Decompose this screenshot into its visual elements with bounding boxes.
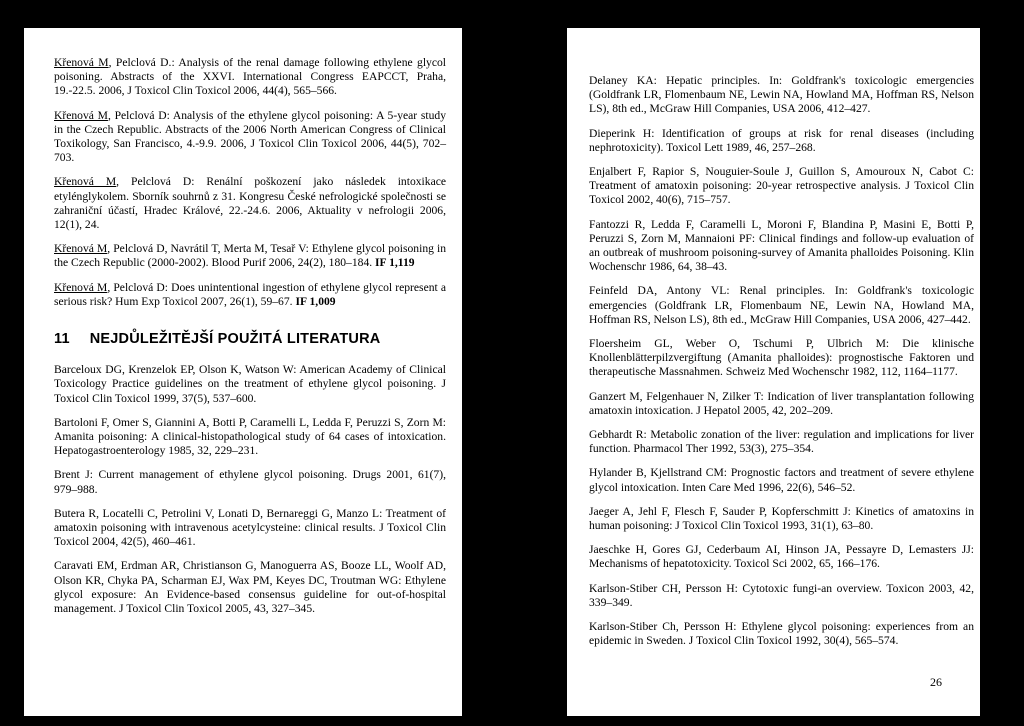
literature-item: Floersheim GL, Weber O, Tschumi P, Ulbrich M: Die klinische Knollenblätterpilzvergiftung (Amanita phalloides): prognostische Faktoren und therapeutische Massnahmen. Schweiz Med Wochenschr 1982, 112, 1164–1177. bbox=[589, 337, 974, 379]
ref-text: , Pelclová D: Renální poškození jako následek intoxikace etylénglykolem. Sborník souhrnů z 31. Kongresu České nefrologické společnosti se zahraniční účastí, Hradec Králové, 22.-24.6. 2006, Aktuality v nefrologii 2006, 12(1), 24. bbox=[54, 175, 447, 232]
own-ref-item bbox=[54, 109, 446, 166]
literature-item: Enjalbert F, Rapior S, Nouguier-Soule J, Guillon S, Amouroux N, Cabot C: Treatment of amatoxin poisoning: 20-year retrospective analysis. J Toxicol Clin Toxicol 2002, 40(6), 715–757. bbox=[589, 165, 974, 207]
literature-item: Jaeger A, Jehl F, Flesch F, Sauder P, Kopferschmitt J: Kinetics of amatoxins in human poisoning: J Toxicol Clin Toxicol 1993, 31(1), 63–80. bbox=[589, 504, 974, 533]
section-number: 11 bbox=[54, 331, 70, 348]
right-column bbox=[589, 74, 974, 659]
page-number: 26 bbox=[930, 674, 942, 689]
ref-text: , Pelclová D, Navrátil T, Merta M, Tesař V: Ethylene glycol poisoning in the Czech Republic (2000-2002). Blood Purif 2006, 24(2), 180–184. bbox=[54, 242, 446, 270]
right-page bbox=[567, 28, 980, 716]
section-title: NEJDŮLEŽITĚJŠÍ POUŽITÁ LITERATURA bbox=[89, 331, 381, 348]
left-page bbox=[24, 28, 462, 716]
left-column bbox=[54, 56, 446, 626]
author-link: Křenová M bbox=[54, 56, 109, 69]
literature-item: Delaney KA: Hepatic principles. In: Goldfrank's toxicologic emergencies (Goldfrank LR, Flomenbaum NE, Lewin NA, Howland MA, Hoffman RS, Nelson LS), 8th ed., McGraw Hill Companies, USA 2006, 412–427. bbox=[589, 74, 974, 116]
literature-item: Jaeschke H, Gores GJ, Cederbaum AI, Hinson JA, Pessayre D, Lemasters JJ: Mechanisms of hepatotoxicity. Toxicol Sci 2002, 65, 166–176. bbox=[589, 543, 974, 571]
ref-text: , Pelclová D.: Analysis of the renal damage following ethylene glycol poisoning. Abstracts of the XXVI. International Congress EAPCCT, Praha, 19.-22.5. 2006, J Toxicol Clin Toxicol 2006, 44(4), 565–566. bbox=[54, 56, 447, 98]
literature-item: Feinfeld DA, Antony VL: Renal principles. In: Goldfrank's toxicologic emergencies (Goldfrank LR, Flomenbaum NE, Lewin NA, Howland MA, Hoffman RS, Nelson LS), 8th ed., McGraw Hill Companies, USA 2006, 427–442. bbox=[589, 284, 974, 326]
ref-text: , Pelclová D: Analysis of the ethylene glycol poisoning: A 5-year study in the Czech Republic. Abstracts of the 2006 North American Congress of Clinical Toxikology, San Francisco, 4.-9.9. 2006, J Toxicol Clin Toxicol 2006, 44(5), 702–703. bbox=[54, 108, 447, 165]
section-heading bbox=[54, 332, 446, 346]
literature-item: Hylander B, Kjellstrand CM: Prognostic factors and treatment of severe ethylene glycol intoxication. Inten Care Med 1996, 22(6), 546–52. bbox=[589, 466, 974, 494]
author-link: Křenová M bbox=[54, 242, 108, 256]
literature-item: Fantozzi R, Ledda F, Caramelli L, Moroni F, Blandina P, Masini E, Botti P, Peruzzi S, Zorn M, Mannaioni PF: Clinical findings and follow-up evaluation of an outbreak of mushroom poisoning-survey of Amanita phalloides Poisoning. Klin Wochenschr 1986, 64, 38–43. bbox=[589, 217, 974, 274]
literature-item: Ganzert M, Felgenhauer N, Zilker T: Indication of liver transplantation following amatoxin intoxication. J Hepatol 2005, 42, 202–209. bbox=[589, 389, 974, 417]
impact-factor: IF 1,009 bbox=[295, 294, 336, 308]
author-link: Křenová M bbox=[54, 108, 108, 122]
own-ref-item bbox=[54, 281, 446, 309]
own-ref-item bbox=[54, 175, 446, 232]
literature-item: Brent J: Current management of ethylene glycol poisoning. Drugs 2001, 61(7), 979–988. bbox=[54, 468, 446, 496]
own-ref-item bbox=[54, 56, 446, 99]
literature-item: Bartoloni F, Omer S, Giannini A, Botti P, Caramelli L, Ledda F, Peruzzi S, Zorn M: Amanita poisoning: A clinical-histopathological study of 64 cases of intoxication. Hepatogastroenterology 1985, 32, 229–231. bbox=[54, 415, 446, 458]
literature-item: Barceloux DG, Krenzelok EP, Olson K, Watson W: American Academy of Clinical Toxicology Practice guidelines on the treatment of ethylene glycol poisoning. J Toxicol Clin Toxicol 1999, 37(5), 537–600. bbox=[54, 363, 446, 405]
literature-item: Butera R, Locatelli C, Petrolini V, Lonati D, Bernareggi G, Manzo L: Treatment of amatoxin poisoning with intravenous acetylcysteine: clinical results. J Toxicol Clin Toxicol 2004, 42(5), 460–461. bbox=[54, 506, 446, 549]
impact-factor: IF 1,119 bbox=[375, 256, 415, 270]
literature-item: Gebhardt R: Metabolic zonation of the liver: regulation and implications for liver function. Pharmacol Ther 1992, 53(3), 275–354. bbox=[589, 428, 974, 456]
own-ref-item bbox=[54, 242, 446, 270]
author-link: Křenová M bbox=[54, 175, 117, 189]
ref-text: , Pelclová D: Does unintentional ingestion of ethylene glycol represent a serious risk? Hum Exp Toxicol 2007, 26(1), 59–67. bbox=[54, 280, 446, 308]
literature-item: Karlson-Stiber Ch, Persson H: Ethylene glycol poisoning: experiences from an epidemic in Sweden. J Toxicol Clin Toxicol 1992, 30(4), 565–574. bbox=[589, 620, 974, 648]
literature-item: Caravati EM, Erdman AR, Christianson G, Manoguerra AS, Booze LL, Woolf AD, Olson KR, Chyka PA, Scharman EJ, Wax PM, Keyes DC, Troutman WG: Ethylene glycol exposure: An Evidence-based consensus guideline for out-of-hospital management. J Toxicol Clin Toxicol 2005, 43, 327–345. bbox=[54, 559, 446, 616]
literature-item: Dieperink H: Identification of groups at risk for renal diseases (including nephrotoxicity). Toxicol Lett 1989, 46, 257–268. bbox=[589, 126, 974, 154]
literature-item: Karlson-Stiber CH, Persson H: Cytotoxic fungi-an overview. Toxicon 2003, 42, 339–349. bbox=[589, 581, 974, 609]
author-link: Křenová M bbox=[54, 280, 108, 294]
